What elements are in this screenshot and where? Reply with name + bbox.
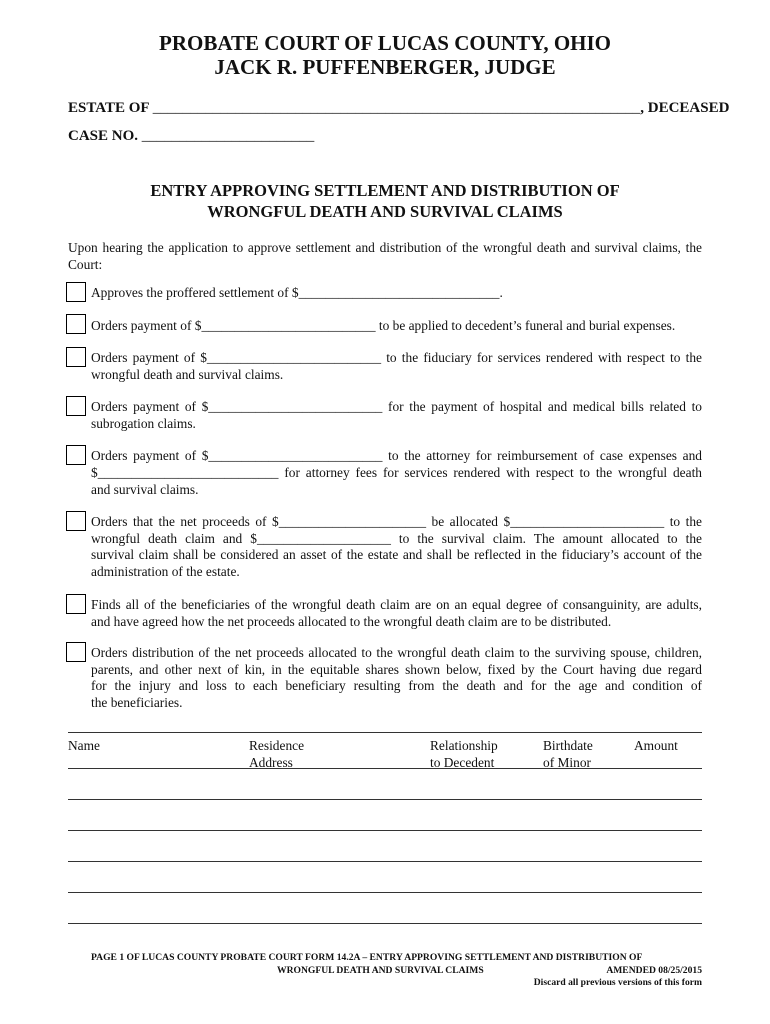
distribution-order-line3: for the injury and loss to each beneficiary resulting from the death and for the age and condition of [91, 678, 702, 693]
case-label: CASE NO. [68, 128, 139, 144]
medical-bills-checkbox[interactable] [66, 396, 86, 416]
col-header-residence-line1: Residence [249, 738, 305, 753]
fiduciary-payment-checkbox[interactable] [66, 347, 86, 367]
attorney-payment-line1: Orders payment of $__________________________ to the attorney for reimbursement of case expenses and [91, 448, 702, 463]
net-proceeds-line1: Orders that the net proceeds of $______________________ be allocated $_______________________ to the [91, 514, 702, 529]
distribution-order-line4: the beneficiaries. [91, 695, 183, 710]
intro-line1: Upon hearing the application to approve settlement and distribution of the wrongful death and survival claims, the [68, 240, 702, 255]
footer-line1: PAGE 1 OF LUCAS COUNTY PROBATE COURT FORM 14.2A – ENTRY APPROVING SETTLEMENT AND DISTRIBUTION OF [91, 952, 643, 963]
beneficiaries-agree-line1: Finds all of the beneficiaries of the wrongful death claim are on an equal degree of consanguinity, are adults, [91, 597, 702, 612]
form-title-line2: WRONGFUL DEATH AND SURVIVAL CLAIMS [207, 202, 563, 221]
table-row[interactable] [68, 923, 702, 924]
case-number-field[interactable]: _______________________ [141, 128, 315, 144]
estate-label: ESTATE OF [68, 100, 149, 116]
judge-title: JACK R. PUFFENBERGER, JUDGE [214, 55, 556, 79]
table-row[interactable] [68, 892, 702, 893]
table-row[interactable] [68, 861, 702, 862]
net-proceeds-line3: survival claim shall be considered an asset of the estate and shall be reflected in the fiduciary’s account of the [91, 547, 702, 562]
table-row[interactable] [68, 799, 702, 800]
estate-name-field[interactable]: _________________________________________________________________ [152, 100, 641, 116]
fiduciary-payment-line2: wrongful death and survival claims. [91, 367, 284, 382]
fiduciary-payment-line1: Orders payment of $__________________________ to the fiduciary for services rendered with respect to the [91, 350, 702, 365]
funeral-payment-checkbox[interactable] [66, 314, 86, 334]
col-header-relationship-line2: to Decedent [430, 754, 495, 770]
net-proceeds-line4: administration of the estate. [91, 564, 240, 579]
attorney-payment-checkbox[interactable] [66, 445, 86, 465]
funeral-payment-text: Orders payment of $__________________________ to be applied to decedent’s funeral and burial expenses. [91, 318, 676, 333]
col-header-name: Name [68, 738, 100, 753]
amended-date: AMENDED 08/25/2015 [606, 965, 702, 976]
approve-settlement-text: Approves the proffered settlement of $______________________________. [91, 285, 503, 300]
col-header-residence-line2: Address [249, 754, 293, 770]
net-proceeds-checkbox[interactable] [66, 511, 86, 531]
case-line [68, 128, 314, 145]
intro-line2: Court: [68, 257, 103, 272]
table-header-rule [68, 768, 702, 769]
medical-bills-line2: subrogation claims. [91, 416, 196, 431]
col-header-birthdate [543, 738, 593, 772]
footer-line2: WRONGFUL DEATH AND SURVIVAL CLAIMS [277, 965, 484, 976]
discard-notice: Discard all previous versions of this form [533, 977, 702, 988]
col-header-birthdate-line1: Birthdate [543, 738, 593, 753]
medical-bills-line1: Orders payment of $__________________________ for the payment of hospital and medical bills related to [91, 399, 702, 414]
col-header-relationship [430, 738, 498, 772]
distribution-order-checkbox[interactable] [66, 642, 86, 662]
col-header-birthdate-line2: of Minor [543, 754, 591, 770]
attorney-payment-line2: $___________________________ for attorney fees for services rendered with respect to the wrongful death [91, 465, 702, 480]
beneficiaries-agree-checkbox[interactable] [66, 594, 86, 614]
approve-settlement-checkbox[interactable] [66, 282, 86, 302]
beneficiaries-agree-line2: and have agreed how the net proceeds allocated to the wrongful death claim are to be distributed. [91, 614, 612, 629]
form-title-line1: ENTRY APPROVING SETTLEMENT AND DISTRIBUTION OF [150, 181, 620, 200]
court-title: PROBATE COURT OF LUCAS COUNTY, OHIO [159, 31, 611, 55]
deceased-label: , DECEASED [640, 100, 730, 116]
distribution-order-line1: Orders distribution of the net proceeds allocated to the wrongful death claim to the surviving spouse, children, [91, 645, 702, 660]
col-header-residence [249, 738, 304, 772]
distribution-order-line2: parents, and other next of kin, in the equitable shares shown below, fixed by the Court having due regard [91, 662, 702, 677]
net-proceeds-line2: wrongful death claim and $____________________ to the survival claim. The amount allocated to the [91, 531, 702, 546]
table-top-rule [68, 732, 702, 733]
attorney-payment-line3: and survival claims. [91, 482, 199, 497]
col-header-amount: Amount [634, 738, 678, 753]
col-header-relationship-line1: Relationship [430, 738, 498, 753]
estate-line [68, 100, 729, 117]
table-row[interactable] [68, 830, 702, 831]
